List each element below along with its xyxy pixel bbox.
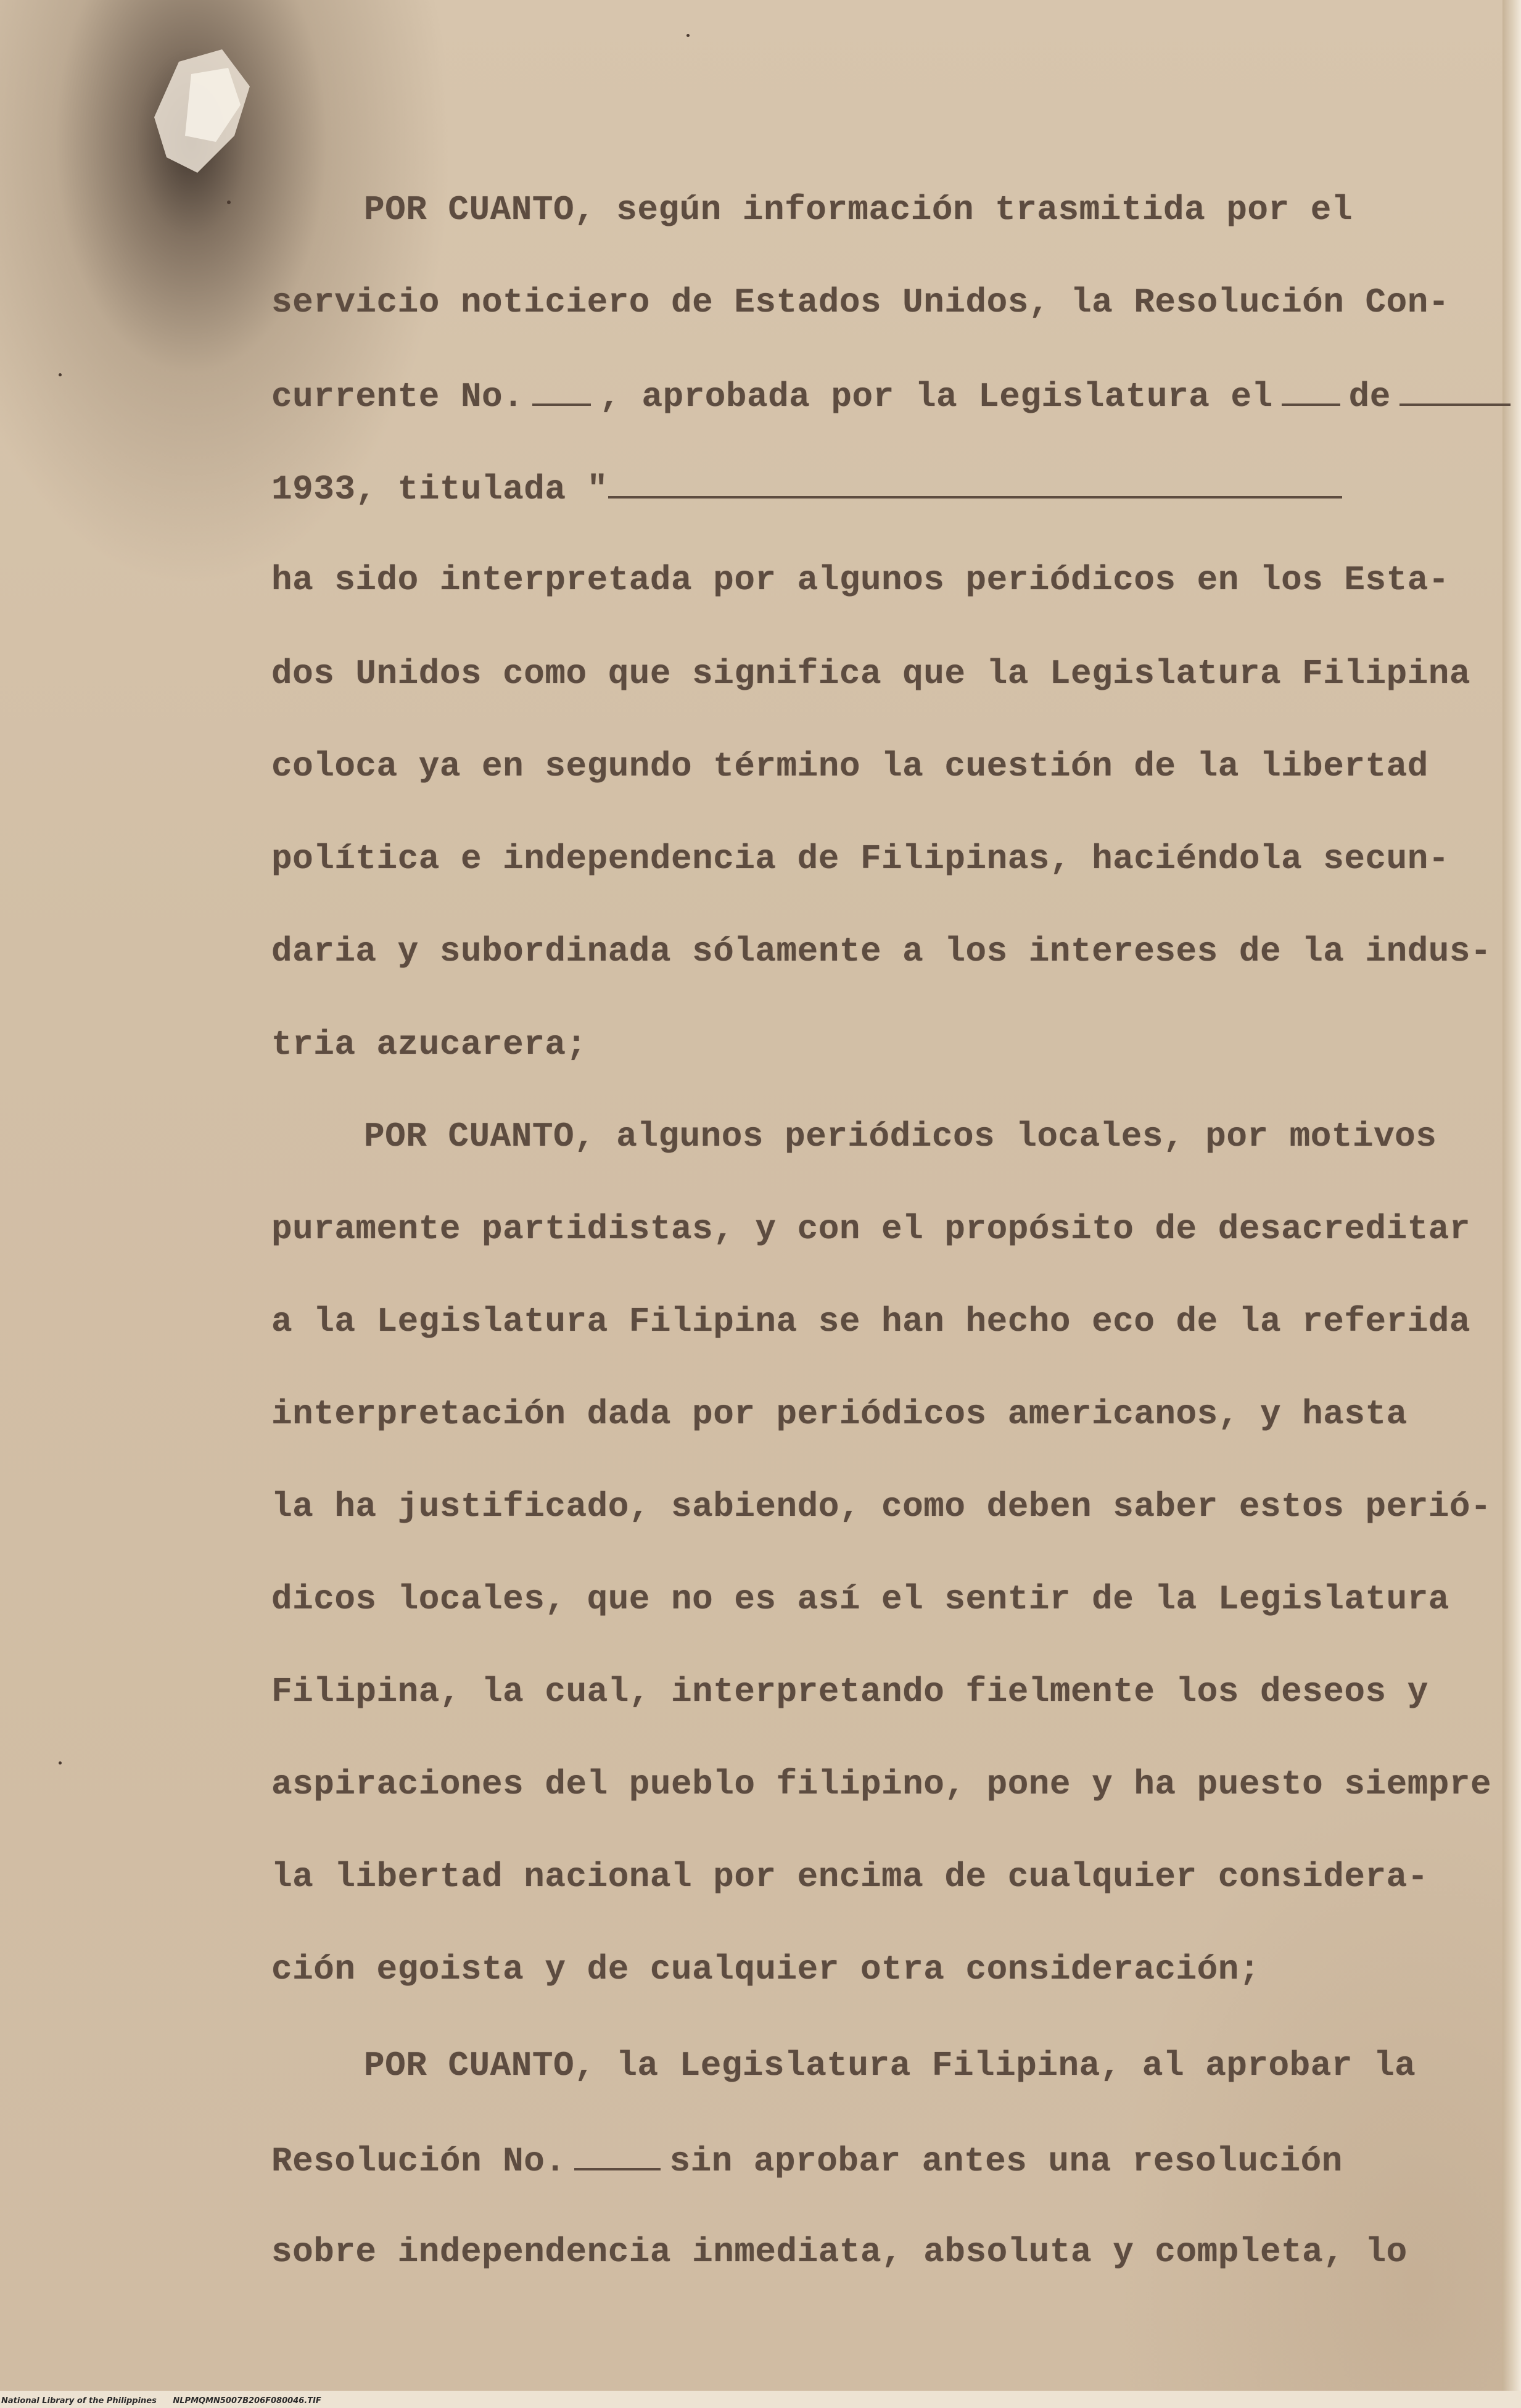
text-line: coloca ya en segundo término la cuestión de la libertad [271, 747, 1428, 786]
text-line: dos Unidos como que significa que la Legislatura Filipina [271, 654, 1471, 693]
text-line: a la Legislatura Filipina se han hecho eco de la referida [271, 1302, 1471, 1341]
text-line: interpretación dada por periódicos americanos, y hasta [271, 1394, 1408, 1434]
blank-field [608, 469, 1342, 499]
text-line: daria y subordinada sólamente a los intereses de la indus- [271, 932, 1492, 971]
footer-caption [1, 2396, 321, 2406]
footer-library: National Library of the Philippines [1, 2396, 157, 2406]
blank-field [1282, 376, 1340, 406]
text-line: dicos locales, que no es así el sentir de la Legislatura [271, 1579, 1449, 1619]
text-line: POR CUANTO, algunos periódicos locales, por motivos [364, 1117, 1437, 1156]
text-segment: currente No. [271, 377, 524, 416]
text-segment: sin aprobar antes una resolución [669, 2141, 1343, 2181]
text-line [271, 376, 1519, 415]
text-segment: Resolución No. [271, 2141, 566, 2181]
text-line: la libertad nacional por encima de cualquier considera- [271, 1857, 1428, 1897]
text-line: ha sido interpretada por algunos periódicos en los Esta- [271, 560, 1449, 600]
text-line: tria azucarera; [271, 1025, 587, 1064]
text-line [271, 469, 1351, 508]
text-line: ción egoista y de cualquier otra consideración; [271, 1950, 1260, 1989]
text-line: POR CUANTO, la Legislatura Filipina, al aprobar la [364, 2046, 1416, 2085]
text-line: puramente partidistas, y con el propósito de desacreditar [271, 1209, 1471, 1249]
text-segment: , aprobada por la Legislatura el [600, 377, 1273, 416]
blank-field [1399, 376, 1511, 406]
text-line: POR CUANTO, según información trasmitida por el [364, 190, 1353, 230]
footer-strip [0, 2391, 1521, 2408]
text-line: Filipina, la cual, interpretando fielmente los deseos y [271, 1672, 1428, 1711]
blank-field [574, 2141, 661, 2170]
text-segment: de [1348, 377, 1391, 416]
text-line: sobre independencia inmediata, absoluta y completa, lo [271, 2232, 1408, 2272]
text-line [271, 2141, 1343, 2180]
text-segment: 1933, titulada " [271, 470, 608, 509]
text-line: aspiraciones del pueblo filipino, pone y ha puesto siempre [271, 1765, 1492, 1804]
text-line: la ha justificado, sabiendo, como deben saber estos perió- [271, 1487, 1492, 1526]
footer-file-id: NLPMQMN5007B206F080046.TIF [173, 2396, 321, 2406]
blank-field [532, 376, 591, 406]
text-line: servicio noticiero de Estados Unidos, la Resolución Con- [271, 283, 1449, 322]
text-line: política e independencia de Filipinas, haciéndola secun- [271, 839, 1449, 879]
